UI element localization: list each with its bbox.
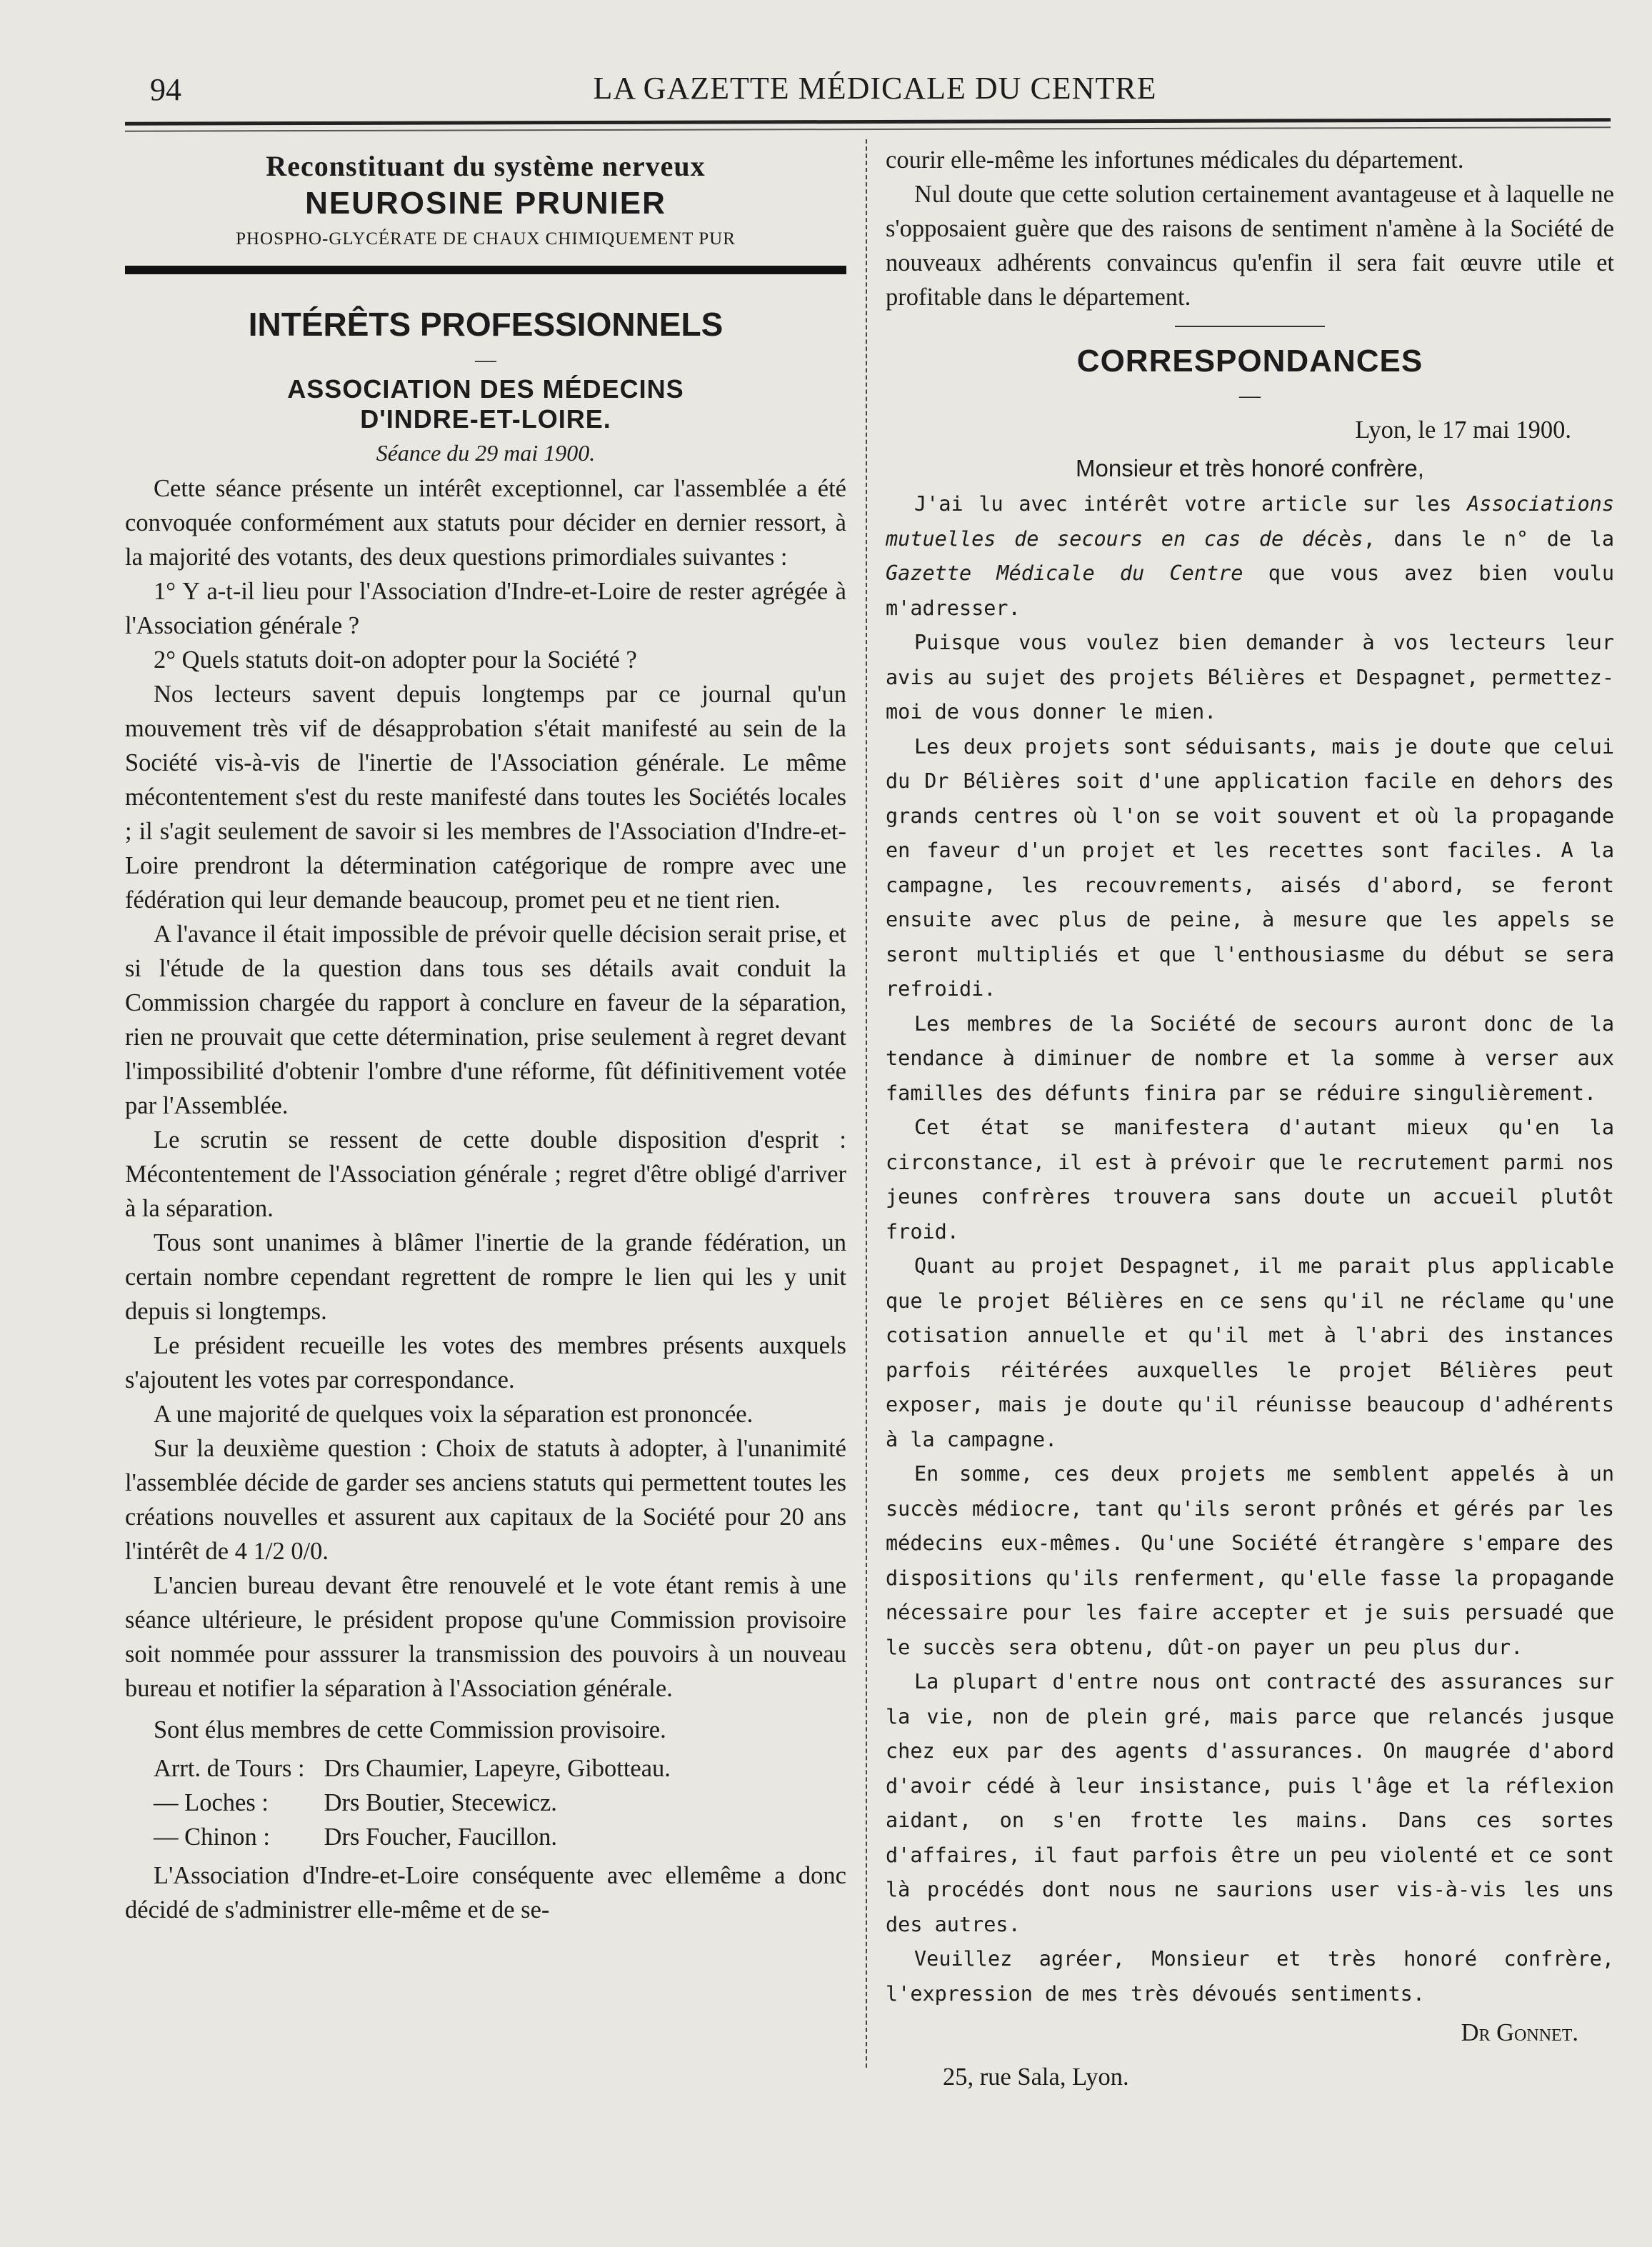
paragraph: Le scrutin se ressent de cette double disposition d'esprit : Mécontentement de l'Association générale ; regret d'être obligé d'arriver à la séparation. bbox=[125, 1126, 846, 1222]
question-2: 2° Quels statuts doit-on adopter pour la Société ? bbox=[154, 646, 637, 674]
session-date: Séance du 29 mai 1900. bbox=[376, 440, 596, 466]
letter-text: J'ai lu avec intérêt votre article sur les bbox=[914, 492, 1468, 516]
letter-text: , dans le n° de la bbox=[1363, 526, 1614, 551]
left-column bbox=[125, 143, 846, 1927]
correspondence-title: CORRESPONDANCES bbox=[1076, 344, 1423, 379]
paragraph: Nos lecteurs savent depuis longtemps par ce journal qu'un mouvement très vif de désapprobation s'était manifesté au sein de la Société vis-à-vis de l'inertie de l'Association générale. Le même mécontentement s'est du reste manifesté dans toutes les Sociétés locales ; il s'agit seulement de savoir si les membres de l'Association d'Indre-et-Loire prendront la détermination catégorique de rompre avec une fédération qui leur demande beaucoup, promet peu et ne tient rien. bbox=[125, 681, 846, 914]
letter-paragraph: Puisque vous voulez bien demander à vos lecteurs leur avis au sujet des projets Bélières et Despagnet, permettez-moi de vous donner le mien. bbox=[886, 631, 1614, 724]
section-dash: — bbox=[475, 348, 496, 371]
header-rule bbox=[125, 118, 1611, 125]
section-rule bbox=[1175, 326, 1325, 327]
member-line bbox=[125, 1751, 846, 1786]
paragraph: Cette séance présente un intérêt exceptionnel, car l'assemblée a été convoquée conformément aux statuts pour décider en dernier ressort, à la majorité des votants, des deux questions primordiales suivantes : bbox=[125, 475, 846, 571]
letter-paragraph bbox=[886, 487, 1614, 626]
paragraph: L'Association d'Indre-et-Loire conséquente avec ellemême a donc décidé de s'administrer elle-même et de se- bbox=[125, 1862, 846, 1923]
paragraph: A une majorité de quelques voix la séparation est prononcée. bbox=[154, 1401, 754, 1428]
letter-text-italic: Associations mutuelles de secours en cas de décès bbox=[886, 492, 1614, 551]
paragraph: Nul doute que cette solution certainement avantageuse et à laquelle ne s'opposaient guère que des raisons de sentiment n'amène à la Société de nouveaux adhérents convaincus qu'enfin il sera fait œuvre utile et profitable dans le département. bbox=[886, 181, 1614, 311]
header-rule-thin bbox=[125, 126, 1611, 131]
section-dash: — bbox=[1239, 384, 1261, 407]
letter-paragraph: Les deux projets sont séduisants, mais je doute que celui du Dr Bélières soit d'une application facile en dehors des grands centres où l'on se voit souvent et où la propagande en faveur d'un projet et les recettes sont faciles. A la campagne, les recouvrements, aisés d'abord, se feront ensuite avec plus de peine, à mesure que les appels se seront multipliés et que l'enthousiasme du début se sera refroidi. bbox=[886, 734, 1614, 1001]
letter-body bbox=[886, 487, 1614, 2011]
letter-paragraph: Veuillez agréer, Monsieur et très honoré confrère, l'expression de mes très dévoués sentiments. bbox=[886, 1947, 1614, 2006]
advert-description: PHOSPHO-GLYCÉRATE DE CHAUX CHIMIQUEMENT PUR bbox=[236, 229, 736, 249]
letter-paragraph: Les membres de la Société de secours auront donc de la tendance à diminuer de nombre et la somme à verser aux familles des défunts finira par se réduire singulièrement. bbox=[886, 1011, 1614, 1105]
paragraph: Sur la deuxième question : Choix de statuts à adopter, à l'unanimité l'assemblée décide de garder ses anciens statuts qui permettent toutes les créations nouvelles et assurent aux capitaux de la Société pour 20 ans l'intérêt de 4 1/2 0/0. bbox=[125, 1435, 846, 1565]
question-1: 1° Y a-t-il lieu pour l'Association d'Indre-et-Loire de rester agrégée à l'Association générale ? bbox=[125, 578, 846, 639]
letter-text: que vous avez bien voulu m'adresser. bbox=[886, 561, 1614, 620]
paragraph: courir elle-même les infortunes médicales du département. bbox=[886, 146, 1464, 174]
paragraph: Tous sont unanimes à blâmer l'inertie de la grande fédération, un certain nombre cependant regrettent de rompre le lien qui les y unit depuis si longtemps. bbox=[125, 1229, 846, 1325]
advert-tagline: Reconstituant du système nerveux bbox=[266, 150, 706, 182]
letter-paragraph: En somme, ces deux projets me semblent appelés à un succès médiocre, tant qu'ils seront prônés et gérés par les médecins eux-mêmes. Qu'une Société étrangère s'empare des dispositions qu'ils renferment, qu'elle fasse la propagande nécessaire pour les faire accepter et je suis persuadé que le succès sera obtenu, dût-on payer un peu plus dur. bbox=[886, 1462, 1614, 1659]
paragraph: Le président recueille les votes des membres présents auxquels s'ajoutent les votes par correspondance. bbox=[125, 1332, 846, 1393]
commission-members bbox=[125, 1751, 846, 1854]
section-title: INTÉRÊTS PROFESSIONNELS bbox=[248, 306, 724, 343]
paragraph: L'ancien bureau devant être renouvelé et le vote étant remis à une séance ultérieure, le président propose qu'une Commission provisoire soit nommée pour asssurer la transmission des pouvoirs à un nouveau bureau et notifier la séparation à l'Association générale. bbox=[125, 1572, 846, 1702]
member-names: Drs Chaumier, Lapeyre, Gibotteau. bbox=[324, 1755, 671, 1782]
member-district: Arrt. de Tours : bbox=[154, 1755, 305, 1782]
advert-rule bbox=[125, 266, 846, 274]
letter-paragraph: Quant au projet Despagnet, il me parait plus applicable que le projet Bélières en ce sens qu'il ne réclame qu'une cotisation annuelle et qu'il met à l'abri des instances parfois réitérées auxquelles le projet Bélières peut exposer, mais je doute qu'il réunisse beaucoup d'adhérents à la campagne. bbox=[886, 1254, 1614, 1451]
article-title-line1: ASSOCIATION DES MÉDECINS bbox=[287, 374, 684, 404]
member-names: Drs Foucher, Faucillon. bbox=[324, 1823, 557, 1851]
letter-text-italic: Gazette Médicale du Centre bbox=[886, 561, 1243, 585]
right-column bbox=[886, 143, 1614, 2094]
article-title-line2: D'INDRE-ET-LOIRE. bbox=[360, 404, 611, 434]
letter-paragraph: Cet état se manifestera d'autant mieux qu'en la circonstance, il est à prévoir que le recrutement parmi nos jeunes confrères trouvera sans doute un accueil plutôt froid. bbox=[886, 1116, 1614, 1243]
letter-paragraph: La plupart d'entre nous ont contracté des assurances sur la vie, non de plein gré, mais parce que relancés jusque chez eux par des agents d'assurances. On maugrée d'abord d'avoir cédé à leur insistance, puis l'âge et la réflexion aidant, on s'en frotte les mains. Dans ces sortes d'affaires, il faut parfois être un peu violenté et ce sont là procédés dont nous ne saurions user vis-à-vis les uns des autres. bbox=[886, 1670, 1614, 1936]
page-number: 94 bbox=[150, 72, 181, 107]
advertisement bbox=[125, 149, 846, 274]
letter-signature: Dr Gonnet. bbox=[1461, 2019, 1578, 2046]
column-divider bbox=[866, 139, 868, 2068]
paragraph: Sont élus membres de cette Commission provisoire. bbox=[154, 1716, 666, 1743]
member-district: — Loches : bbox=[154, 1789, 269, 1816]
letter-address: 25, rue Sala, Lyon. bbox=[943, 2063, 1129, 2091]
member-names: Drs Boutier, Stecewicz. bbox=[324, 1789, 557, 1816]
letter-salutation: Monsieur et très honoré confrère, bbox=[1076, 455, 1424, 481]
member-line bbox=[125, 1820, 846, 1854]
page-header bbox=[121, 66, 1628, 109]
advert-product-name: NEUROSINE PRUNIER bbox=[305, 186, 666, 221]
member-district: — Chinon : bbox=[154, 1823, 270, 1851]
member-line bbox=[125, 1786, 846, 1820]
paragraph: A l'avance il était impossible de prévoir quelle décision serait prise, et si l'étude de la question dans tous ses détails avait conduit la Commission chargée du rapport à conclure en faveur de la séparation, rien ne prouvait que cette détermination, prise seulement à regret devant l'impossibilité d'obtenir l'ombre d'une réforme, fût définitivement votée par l'Assemblée. bbox=[125, 921, 846, 1119]
letter-dateline: Lyon, le 17 mai 1900. bbox=[1355, 416, 1571, 444]
journal-title: LA GAZETTE MÉDICALE DU CENTRE bbox=[593, 71, 1157, 106]
